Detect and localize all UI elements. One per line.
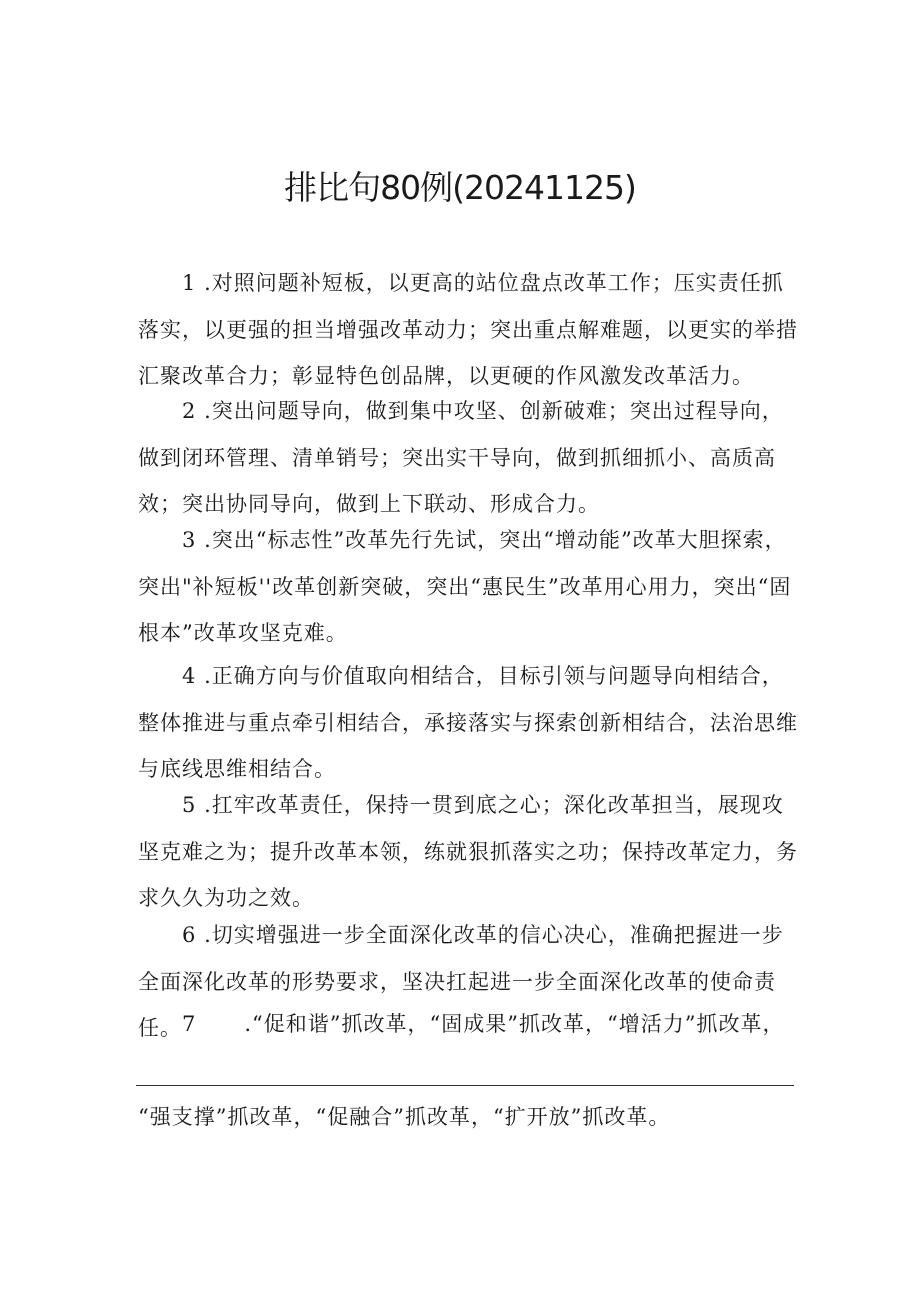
paragraph-number: 1 — [182, 271, 197, 295]
paragraph-number: 2 — [182, 399, 197, 423]
paragraph-text: .“促和谐”抓改革，“固成果”抓改革，“增活力”抓改革， — [244, 1012, 785, 1036]
paragraph-2 — [138, 388, 798, 528]
paragraph-text: .突出“标志性”改革先行先试，突出“增动能”改革大胆探索，突出"补短板''改革创新突破，突出“惠民生”改革用心用力，突出“固根本”改革攻坚克难。 — [138, 528, 792, 645]
continuation-line: “强支撑”抓改革，“促融合”抓改革，“扩开放”抓改革。 — [138, 1105, 671, 1129]
paragraph-text: .正确方向与价值取向相结合，目标引领与问题导向相结合，整体推进与重点牵引相结合，承接落实与探索创新相结合，法治思维与底线思维相结合。 — [138, 664, 798, 781]
paragraph-5 — [138, 782, 798, 922]
paragraph-7 — [138, 1001, 798, 1048]
paragraph-text: .扛牢改革责任，保持一贯到底之心；深化改革担当，展现攻坚克难之为；提升改革本领，练就狠抓落实之功；保持改革定力，务求久久为功之效。 — [138, 793, 798, 910]
paragraph-number: 5 — [182, 793, 197, 817]
paragraph-1 — [138, 260, 798, 400]
paragraph-number: 4 — [182, 664, 197, 688]
document-title: 排比句80例(20241125) — [284, 168, 636, 207]
paragraph-3 — [138, 517, 798, 657]
paragraph-text: .切实增强进一步全面深化改革的信心决心，准确把握进一步全面深化改革的形势要求，坚决扛起进一步全面深化改革的使命责任。 — [138, 923, 784, 1040]
paragraph-number: 3 — [182, 528, 197, 552]
paragraph-number: 6 — [182, 923, 197, 947]
paragraph-text: .对照问题补短板，以更高的站位盘点改革工作；压实责任抓落实，以更强的担当增强改革动力；突出重点解难题，以更实的举措汇聚改革合力；彰显特色创品牌，以更硬的作风激发改革活力。 — [138, 271, 798, 388]
page-divider-line — [136, 1085, 794, 1086]
paragraph-text: .突出问题导向，做到集中攻坚、创新破难；突出过程导向，做到闭环管理、清单销号；突出实干导向，做到抓细抓小、高质高效；突出协同导向，做到上下联动、形成合力。 — [138, 399, 784, 516]
paragraph-4 — [138, 653, 798, 793]
paragraph-number: 7 — [182, 1012, 197, 1036]
